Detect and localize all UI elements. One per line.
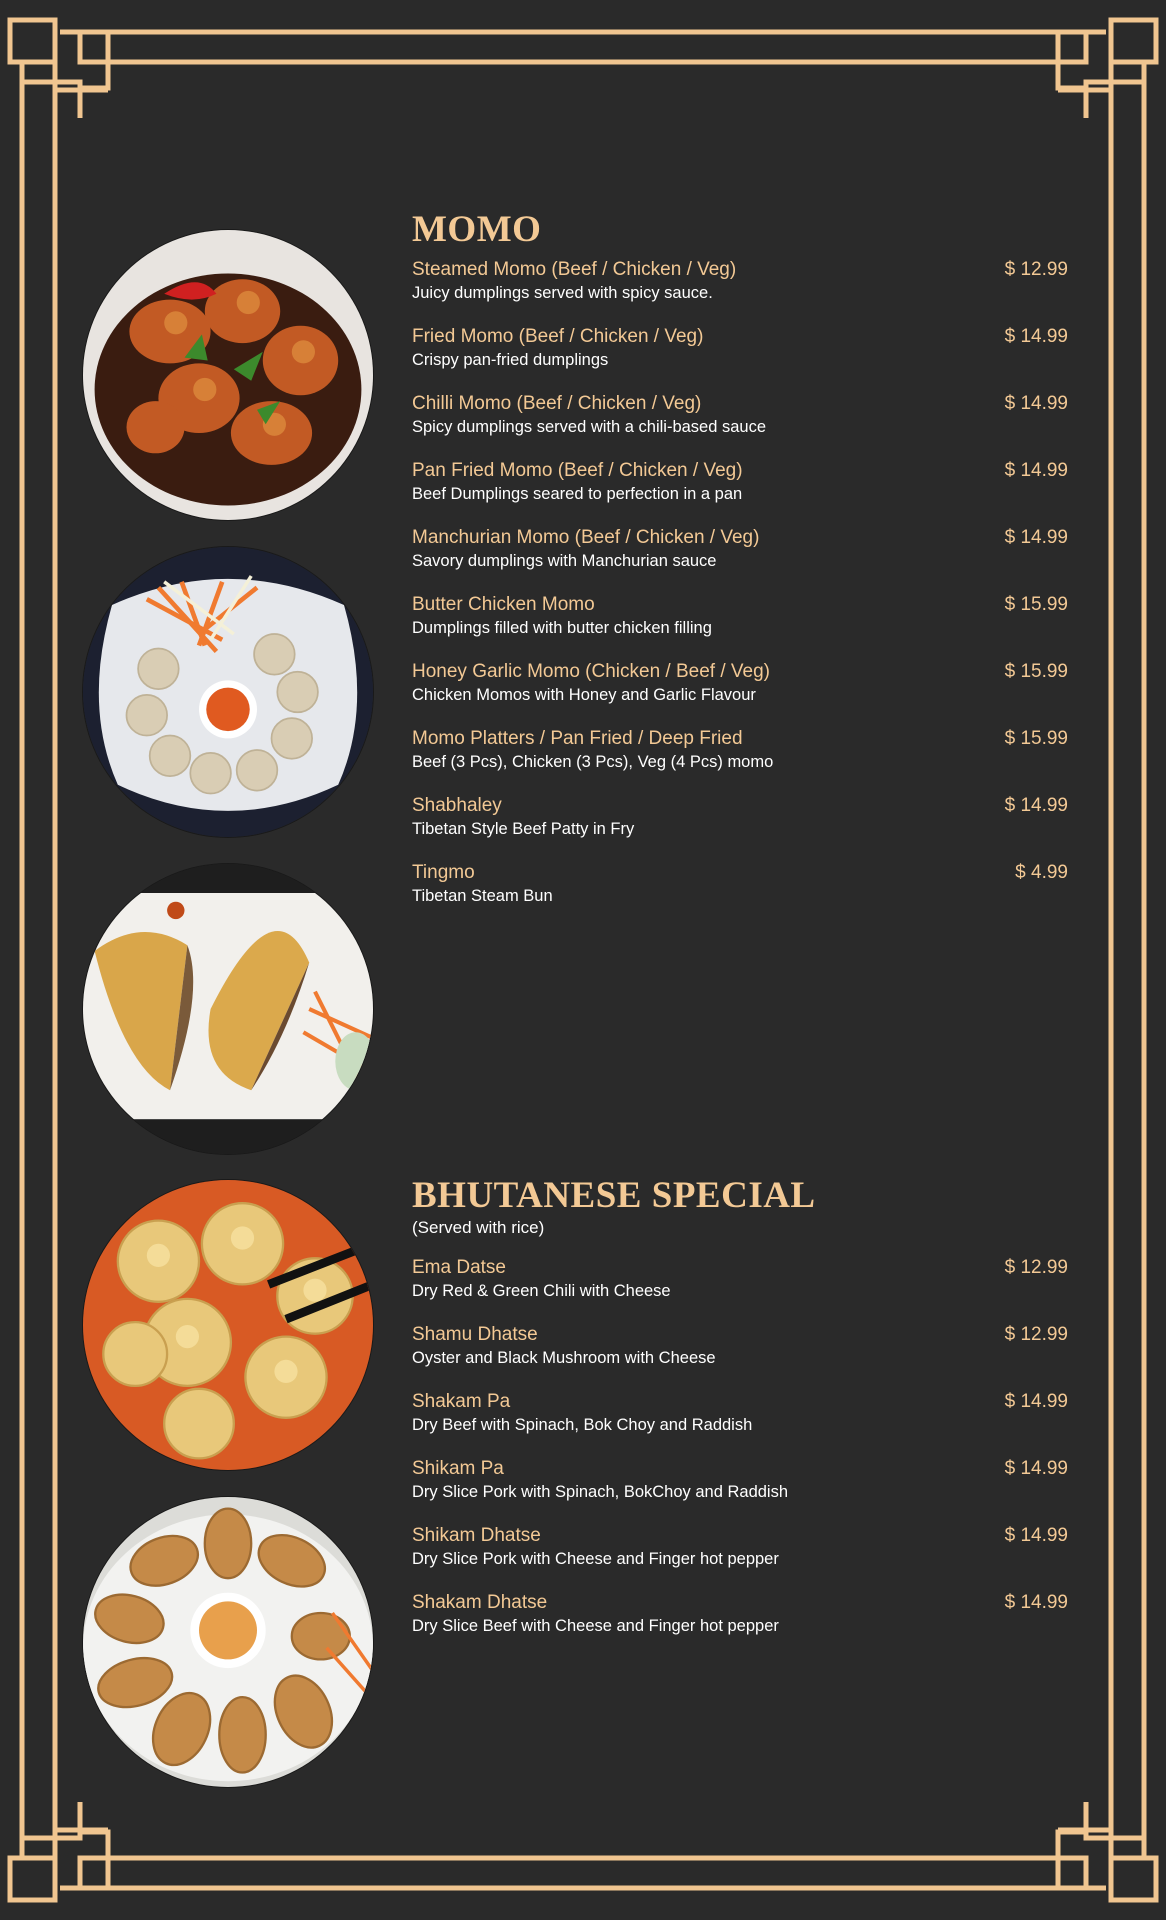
item-name: Steamed Momo (Beef / Chicken / Veg) xyxy=(412,259,737,280)
item-description: Dry Slice Beef with Cheese and Finger hot pepper xyxy=(412,1617,779,1635)
item-name: Shikam Pa xyxy=(412,1458,504,1479)
menu-item xyxy=(412,660,1068,727)
item-description: Dumplings filled with butter chicken filling xyxy=(412,619,712,637)
section-title: BHUTANESE SPECIAL xyxy=(412,1175,816,1216)
menu-item xyxy=(412,258,1068,325)
bhutanese-special-section xyxy=(412,1176,1068,1658)
menu-item xyxy=(412,794,1068,861)
item-price: $ 12.99 xyxy=(1004,1324,1068,1345)
item-description: Dry Slice Pork with Spinach, BokChoy and Raddish xyxy=(412,1483,789,1501)
menu-item xyxy=(412,526,1068,593)
item-price: $ 14.99 xyxy=(1004,326,1068,347)
item-price: $ 4.99 xyxy=(1015,862,1068,883)
item-price: $ 12.99 xyxy=(1004,259,1068,280)
item-price: $ 14.99 xyxy=(1004,527,1068,548)
item-price: $ 12.99 xyxy=(1004,1257,1068,1278)
chilli-momo-photo xyxy=(83,230,373,520)
item-description: Tibetan Style Beef Patty in Fry xyxy=(412,820,635,838)
item-name: Pan Fried Momo (Beef / Chicken / Veg) xyxy=(412,460,743,481)
section-subtitle: (Served with rice) xyxy=(412,1218,545,1237)
item-price: $ 14.99 xyxy=(1004,1458,1068,1479)
menu-item xyxy=(412,1256,1068,1323)
item-description: Crispy pan-fried dumplings xyxy=(412,351,609,369)
item-price: $ 14.99 xyxy=(1004,460,1068,481)
item-price: $ 14.99 xyxy=(1004,1592,1068,1613)
item-description: Dry Slice Pork with Cheese and Finger hot pepper xyxy=(412,1550,779,1568)
item-name: Momo Platters / Pan Fried / Deep Fried xyxy=(412,728,743,749)
item-name: Shabhaley xyxy=(412,795,502,816)
item-price: $ 14.99 xyxy=(1004,1391,1068,1412)
fried-momo-platter-photo xyxy=(83,1497,373,1787)
menu-item xyxy=(412,392,1068,459)
item-name: Manchurian Momo (Beef / Chicken / Veg) xyxy=(412,527,760,548)
menu-item xyxy=(412,593,1068,660)
momo-in-chili-broth-photo xyxy=(83,1180,373,1470)
item-price: $ 15.99 xyxy=(1004,594,1068,615)
menu-list xyxy=(412,258,1068,928)
item-name: Shikam Dhatse xyxy=(412,1525,541,1546)
menu-item xyxy=(412,1390,1068,1457)
item-name: Shakam Dhatse xyxy=(412,1592,548,1613)
steamed-momo-plate-photo xyxy=(83,547,373,837)
shabhaley-photo xyxy=(83,864,373,1154)
menu-item xyxy=(412,1524,1068,1591)
menu-item xyxy=(412,459,1068,526)
item-price: $ 14.99 xyxy=(1004,393,1068,414)
item-description: Dry Red & Green Chili with Cheese xyxy=(412,1282,671,1300)
item-price: $ 14.99 xyxy=(1004,1525,1068,1546)
menu-item xyxy=(412,1323,1068,1390)
item-description: Beef (3 Pcs), Chicken (3 Pcs), Veg (4 Pcs) momo xyxy=(412,753,774,771)
item-name: Honey Garlic Momo (Chicken / Beef / Veg) xyxy=(412,661,770,682)
menu-item xyxy=(412,861,1068,928)
item-description: Savory dumplings with Manchurian sauce xyxy=(412,552,717,570)
item-name: Shamu Dhatse xyxy=(412,1324,538,1345)
item-price: $ 15.99 xyxy=(1004,728,1068,749)
item-description: Dry Beef with Spinach, Bok Choy and Raddish xyxy=(412,1416,753,1434)
item-description: Tibetan Steam Bun xyxy=(412,887,553,905)
item-price: $ 15.99 xyxy=(1004,661,1068,682)
menu-list xyxy=(412,1256,1068,1658)
item-name: Chilli Momo (Beef / Chicken / Veg) xyxy=(412,393,702,414)
item-name: Ema Datse xyxy=(412,1257,506,1278)
item-description: Beef Dumplings seared to perfection in a pan xyxy=(412,485,743,503)
item-price: $ 14.99 xyxy=(1004,795,1068,816)
menu-item xyxy=(412,727,1068,794)
menu-item xyxy=(412,1591,1068,1658)
section-title: MOMO xyxy=(412,209,542,250)
item-description: Chicken Momos with Honey and Garlic Flavour xyxy=(412,686,756,704)
item-description: Juicy dumplings served with spicy sauce. xyxy=(412,284,713,302)
menu-item xyxy=(412,1457,1068,1524)
momo-section xyxy=(412,210,1068,928)
item-name: Tingmo xyxy=(412,862,475,883)
item-name: Butter Chicken Momo xyxy=(412,594,595,615)
item-description: Oyster and Black Mushroom with Cheese xyxy=(412,1349,716,1367)
item-name: Fried Momo (Beef / Chicken / Veg) xyxy=(412,326,704,347)
item-description: Spicy dumplings served with a chili-based sauce xyxy=(412,418,767,436)
item-name: Shakam Pa xyxy=(412,1391,511,1412)
menu-item xyxy=(412,325,1068,392)
